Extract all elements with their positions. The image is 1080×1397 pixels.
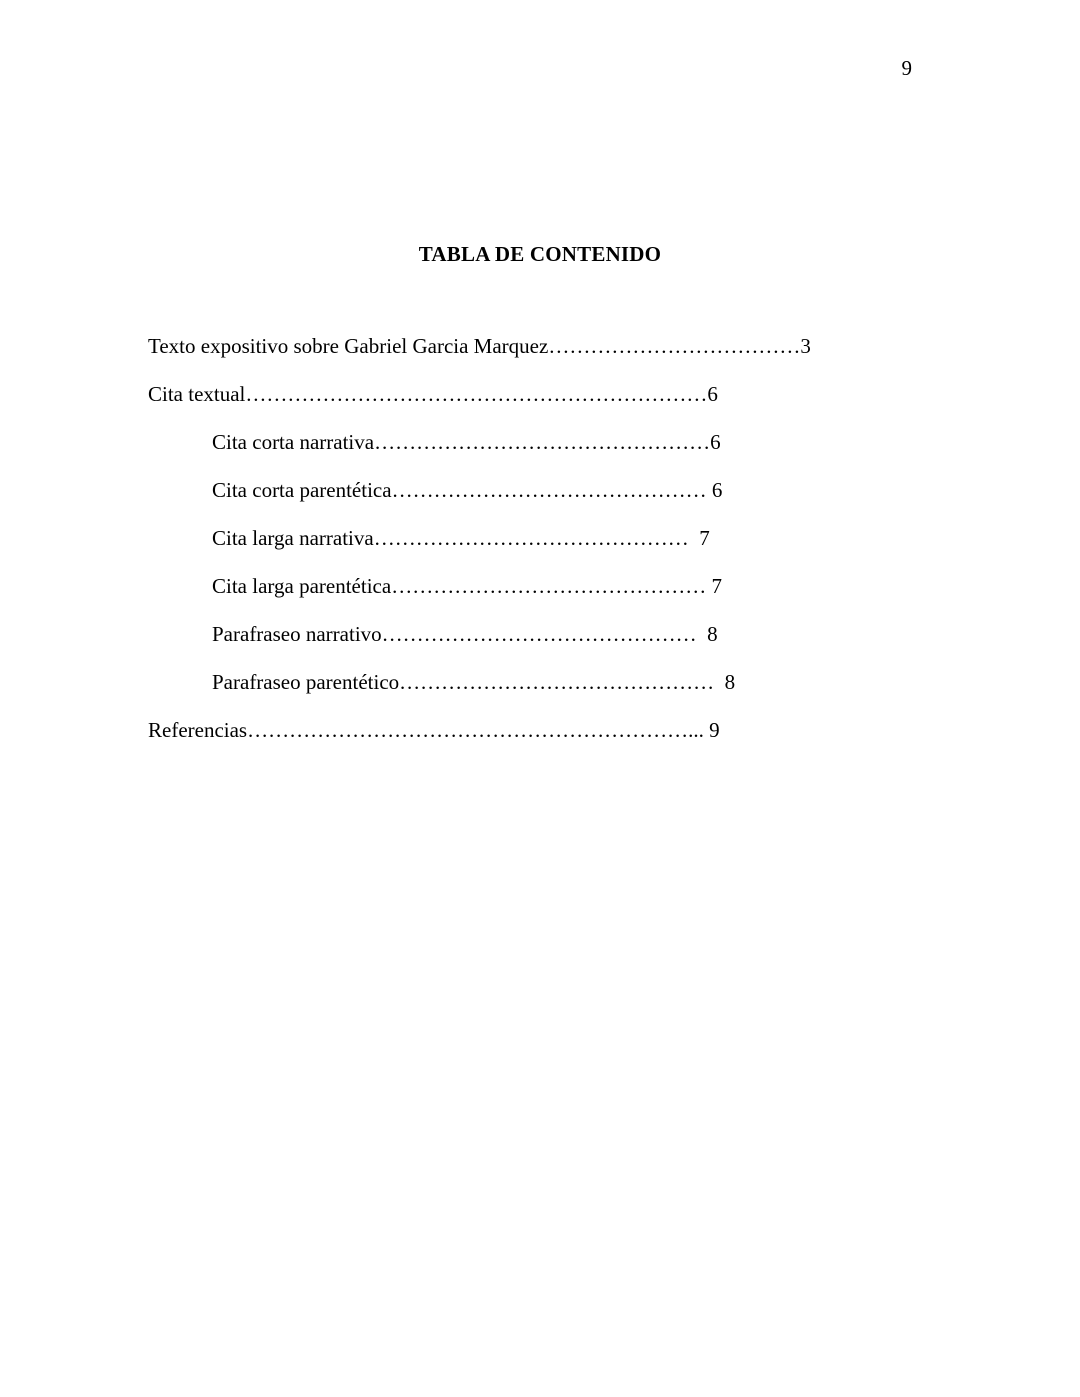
toc-entry-leader: ……………………………………… bbox=[373, 526, 689, 550]
toc-entry[interactable] bbox=[148, 624, 948, 645]
toc-entry-page-number: 7 bbox=[706, 574, 722, 598]
toc-entry-page-number: 7 bbox=[688, 526, 710, 550]
toc-entry-label: Cita textual bbox=[148, 382, 246, 406]
toc-entry[interactable] bbox=[148, 672, 948, 693]
toc-entry-label: Cita larga parentética bbox=[212, 574, 392, 598]
toc-entry-leader: ………………………………………………………... bbox=[247, 718, 704, 742]
toc-entry-page-number: 6 bbox=[706, 478, 723, 502]
toc-entry[interactable] bbox=[148, 528, 948, 549]
toc-entry[interactable] bbox=[148, 480, 948, 501]
toc-entry-label: Referencias bbox=[148, 718, 248, 742]
toc-entry-leader: ……………………………… bbox=[548, 334, 801, 358]
toc-entry[interactable] bbox=[148, 432, 948, 453]
toc-entry-leader: ………………………………………………………… bbox=[245, 382, 708, 406]
toc-entry-label: Cita larga narrativa bbox=[212, 526, 374, 550]
toc-entry-leader: ……………………………………… bbox=[399, 670, 715, 694]
toc-entry-label: Parafraseo parentético bbox=[212, 670, 400, 694]
toc-entry-page-number: 6 bbox=[707, 382, 718, 406]
toc-entry-leader: ………………………………………… bbox=[374, 430, 711, 454]
toc-entry-page-number: 9 bbox=[703, 718, 720, 742]
table-of-contents bbox=[148, 336, 948, 768]
toc-entry[interactable] bbox=[148, 720, 948, 741]
toc-entry-label: Parafraseo narrativo bbox=[212, 622, 382, 646]
toc-entry-leader: ……………………………………… bbox=[391, 574, 707, 598]
toc-entry-label: Cita corta parentética bbox=[212, 478, 392, 502]
toc-entry-leader: ……………………………………… bbox=[381, 622, 697, 646]
toc-entry-page-number: 8 bbox=[696, 622, 718, 646]
toc-entry-label: Texto expositivo sobre Gabriel Garcia Marquez bbox=[148, 334, 549, 358]
toc-entry[interactable] bbox=[148, 336, 948, 357]
toc-entry[interactable] bbox=[148, 384, 948, 405]
toc-entry-page-number: 3 bbox=[800, 334, 811, 358]
toc-entry-page-number: 8 bbox=[714, 670, 736, 694]
page-number: 9 bbox=[901, 56, 912, 80]
toc-entry[interactable] bbox=[148, 576, 948, 597]
toc-entry-label: Cita corta narrativa bbox=[212, 430, 375, 454]
toc-entry-leader: ……………………………………… bbox=[391, 478, 707, 502]
page-title: TABLA DE CONTENIDO bbox=[418, 242, 662, 266]
toc-entry-page-number: 6 bbox=[710, 430, 721, 454]
